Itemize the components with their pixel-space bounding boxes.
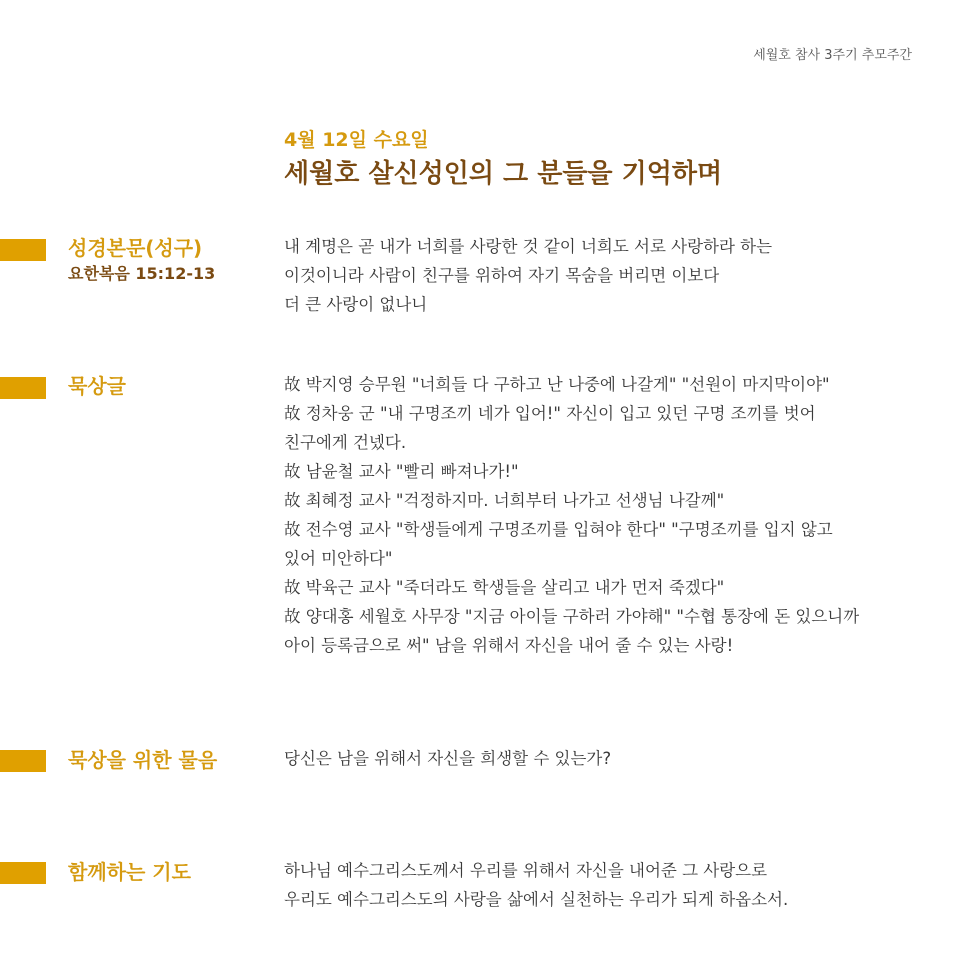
page-title: 세월호 살신성인의 그 분들을 기억하며 xyxy=(284,159,723,189)
body-line: 故 양대홍 세월호 사무장 "지금 아이들 구하러 가야해" "수협 통장에 돈 있으니까 xyxy=(284,607,860,626)
body-line: 故 정차웅 군 "내 구명조끼 네가 입어!" 자신이 입고 있던 구명 조끼를 벗어 xyxy=(284,404,816,423)
body-line: 당신은 남을 위해서 자신을 희생할 수 있는가? xyxy=(284,749,612,768)
body-line: 하나님 예수그리스도께서 우리를 위해서 자신을 내어준 그 사랑으로 xyxy=(284,861,768,880)
section-title-prayer: 함께하는 기도 xyxy=(68,860,191,884)
body-line: 우리도 예수그리스도의 사랑을 삶에서 실천하는 우리가 되게 하옵소서. xyxy=(284,890,789,909)
prayer-body xyxy=(284,856,924,914)
title-date: 4월 12일 수요일 xyxy=(284,129,429,151)
section-accent-bar xyxy=(0,862,46,884)
body-line: 故 전수영 교사 "학생들에게 구명조끼를 입혀야 한다" "구명조끼를 입지 않고 xyxy=(284,520,833,539)
body-line: 故 박육근 교사 "죽더라도 학생들을 살리고 내가 먼저 죽겠다" xyxy=(284,578,725,597)
body-line: 故 남윤철 교사 "빨리 빠져나가!" xyxy=(284,462,519,481)
body-line: 내 계명은 곧 내가 너희를 사랑한 것 같이 너희도 서로 사랑하라 하는 xyxy=(284,237,773,256)
body-line: 이것이니라 사람이 친구를 위하여 자기 목숨을 버리면 이보다 xyxy=(284,266,720,285)
section-title-meditation: 묵상글 xyxy=(68,374,126,398)
header-tag: 세월호 참사 3주기 추모주간 xyxy=(753,48,912,63)
question-body xyxy=(284,744,924,773)
body-line: 더 큰 사랑이 없나니 xyxy=(284,295,428,314)
section-title-scripture: 성경본문(성구) xyxy=(68,236,203,260)
body-line: 故 최혜정 교사 "걱정하지마. 너희부터 나가고 선생님 나갈께" xyxy=(284,491,725,510)
section-accent-bar xyxy=(0,239,46,261)
body-line: 친구에게 건넸다. xyxy=(284,433,407,452)
scripture-body xyxy=(284,232,924,319)
title-block xyxy=(284,126,722,192)
section-accent-bar xyxy=(0,377,46,399)
meditation-body xyxy=(284,370,924,660)
body-line: 故 박지영 승무원 "너희들 다 구하고 난 나중에 나갈게" "선원이 마지막이야" xyxy=(284,375,830,394)
section-accent-bar xyxy=(0,750,46,772)
section-title-question: 묵상을 위한 물음 xyxy=(68,748,218,772)
body-line: 아이 등록금으로 써" 남을 위해서 자신을 내어 줄 수 있는 사랑! xyxy=(284,636,734,655)
body-line: 있어 미안하다" xyxy=(284,549,393,568)
scripture-reference: 요한복음 15:12-13 xyxy=(68,264,216,283)
